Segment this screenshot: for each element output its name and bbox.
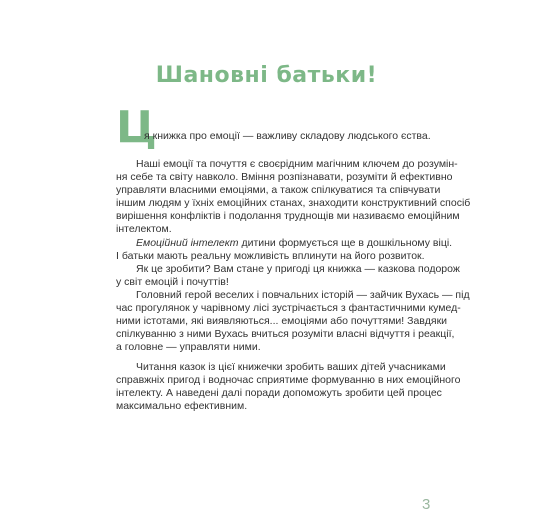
paragraph-5-line: Читання казок із цієї книжечки зробить ваших дітей учасниками [136,360,446,373]
paragraph-2-text: дитини формується ще в дошкільному віці. [241,236,453,249]
paragraph-1-line: ня себе та світу навколо. Вміння розпізнавати, розуміти й ефективно [116,171,453,184]
paragraph-5-line: справжніх пригод і водночас сприятиме формуванню в них емоційного [116,373,461,386]
paragraph-1-line: вирішення конфліктів і подолання труднощів ми називаємо емоційним [116,210,460,223]
lead-sentence: я книжка про емоції — важливу складову людського єства. [144,130,431,142]
paragraph-4-line: спілкуванню з ними Вухась вчиться розуміти власні відчуття і реакції, [116,328,455,341]
paragraph-1-line: інтелектом. [116,223,172,236]
page-title: Шановні батьки! [155,63,378,88]
paragraph-4-line: Головний герой веселих і повчальних історій — зайчик Вухась — під [136,288,470,301]
body-text [116,158,471,413]
paragraph-4-line: час прогулянок у чарівному лісі зустрічається з фантастичними кумед- [116,302,461,315]
paragraph-2-line: І батьки мають реальну можливість вплинути на його розвиток. [116,249,425,262]
paragraph-2-line [116,236,453,250]
paragraph-5-line: максимально ефективним. [116,399,248,412]
paragraph-3-line: Як це зробити? Вам стане у пригоді ця книжка — казкова подорож [136,262,460,275]
paragraph-5-line: інтелекту. А наведені далі поради допоможуть зробити цей процес [116,386,442,399]
paragraph-4-line: ними істотами, які виявляються... емоціями або почуттями! Завдяки [116,315,448,328]
emphasis-term: Емоційний інтелект [136,236,239,249]
paragraph-1-line: управляти власними емоціями, а також спілкуватися та співчувати [116,184,441,197]
paragraph-1-line: іншим людям у їхніх емоційних станах, знаходити конструктивний спосіб [116,197,471,210]
paragraph-4-line: а головне — управляти ними. [116,341,261,354]
drop-cap: Ц [116,102,157,153]
page-number: 3 [422,496,431,513]
paragraph-3-line: у світ емоцій і почуттів! [116,275,229,288]
paragraph-1-line: Наші емоції та почуття є своєрідним магічним ключем до розумін- [136,158,458,170]
